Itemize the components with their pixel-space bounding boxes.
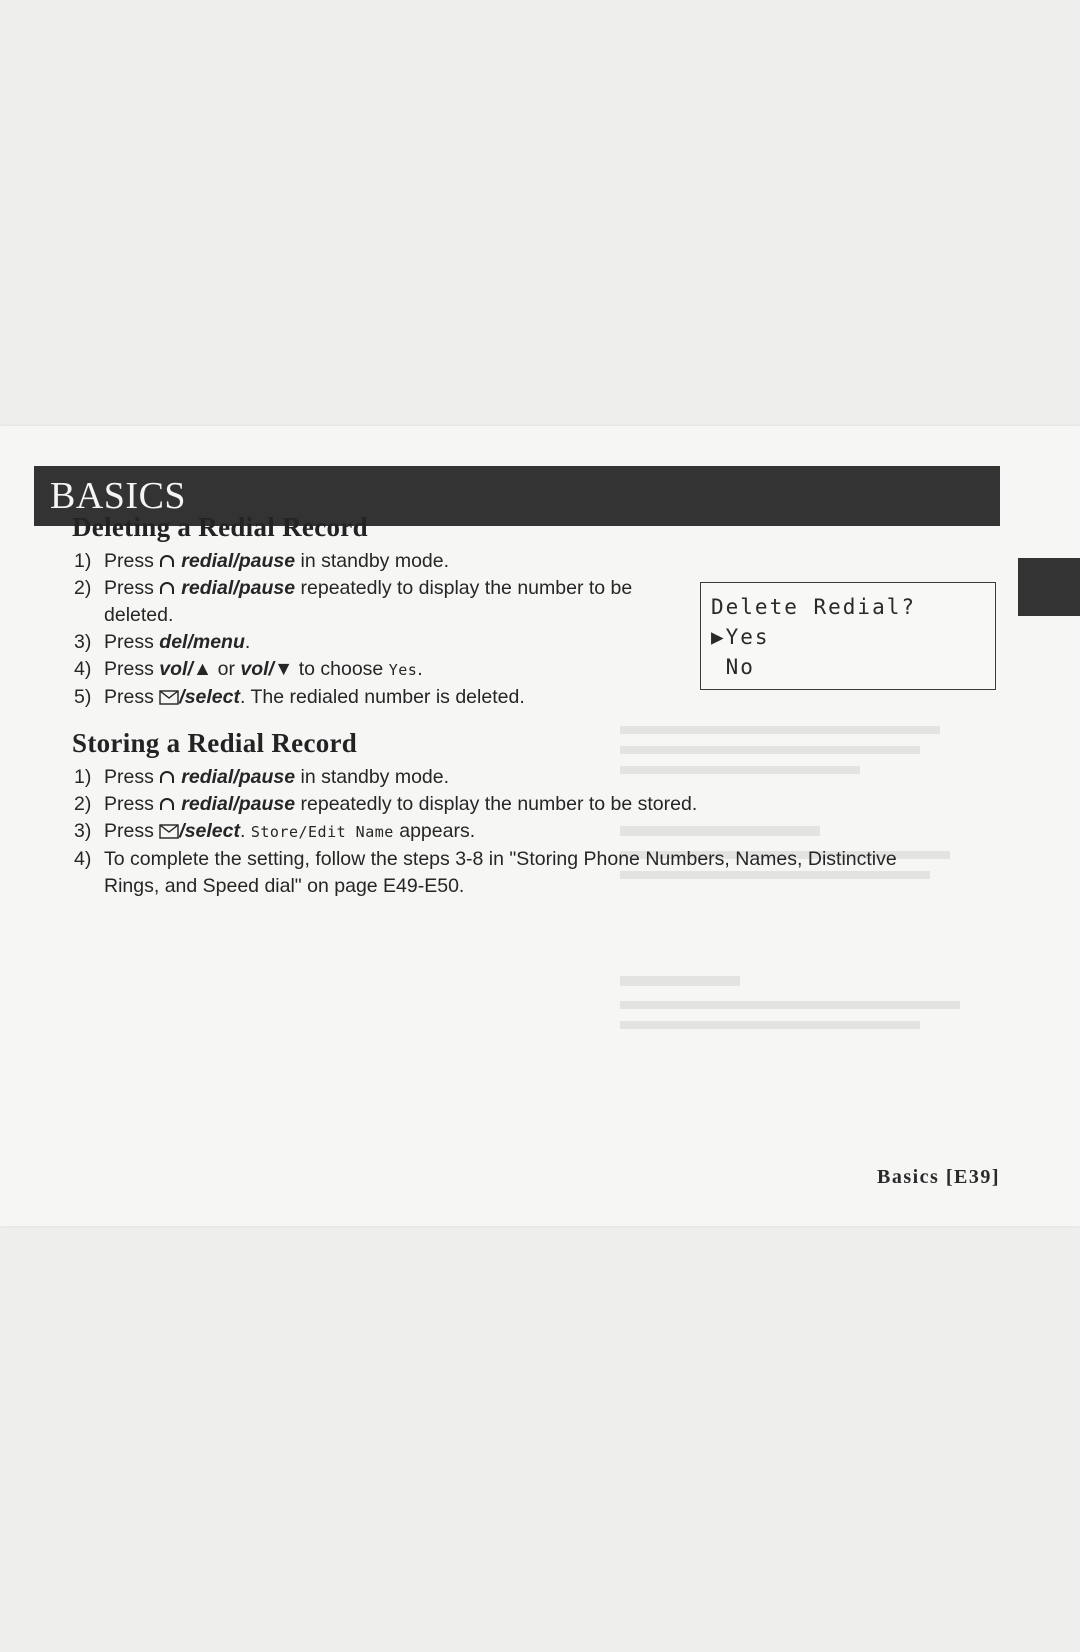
lcd-line-2: ▶Yes [711, 625, 770, 649]
step-text: appears. [399, 820, 476, 842]
page-footer-label: Basics [E39] [877, 1166, 1000, 1188]
envelope-icon [159, 690, 179, 705]
step-number: 1) [74, 550, 92, 572]
list-item [74, 818, 954, 846]
lcd-line-1: Delete Redial? [711, 595, 917, 619]
list-item [74, 548, 694, 575]
lcd-display [700, 582, 996, 690]
lcd-text: Store/Edit Name [250, 823, 394, 841]
step-text: in standby mode. [300, 766, 450, 788]
headset-icon [159, 770, 175, 786]
headset-icon [159, 581, 175, 597]
list-item [74, 791, 954, 818]
key-label: vol/▲ [159, 658, 213, 680]
lcd-text: Yes [388, 661, 418, 679]
list-item [74, 764, 954, 791]
headset-icon [159, 797, 175, 813]
key-label: vol/▼ [240, 658, 294, 680]
manual-page [0, 426, 1080, 1226]
step-text: Press [104, 820, 154, 842]
step-text: Press [104, 550, 154, 572]
steps-list-deleting [74, 548, 694, 711]
step-text: in standby mode. [300, 550, 450, 572]
step-text: Press [104, 686, 154, 708]
list-item [74, 629, 694, 656]
key-label: /select [179, 820, 240, 842]
step-number: 3) [74, 820, 92, 842]
key-label: redial/pause [181, 793, 296, 815]
list-item [74, 575, 694, 629]
step-number: 4) [74, 658, 92, 680]
key-label: redial/pause [181, 766, 296, 788]
key-label: /select [179, 686, 240, 708]
step-number: 3) [74, 631, 92, 653]
list-item [74, 656, 694, 684]
section-header-title: BASICS [50, 475, 187, 517]
step-text: Press [104, 766, 154, 788]
step-text: Press [104, 631, 154, 653]
step-text: repeatedly to display the number to be deleted. [104, 577, 633, 626]
step-text: . [244, 631, 251, 653]
step-text: . [240, 820, 246, 842]
list-item [74, 846, 954, 900]
step-text: Press [104, 658, 154, 680]
key-label: redial/pause [181, 577, 296, 599]
step-number: 2) [74, 793, 92, 815]
step-text: Press [104, 577, 154, 599]
step-number: 4) [74, 848, 92, 870]
step-text: repeatedly to display the number to be stored. [300, 793, 698, 815]
section-title-storing: Storing a Redial Record [72, 728, 358, 758]
section-title-deleting: Deleting a Redial Record [72, 512, 368, 542]
step-text: . The redialed number is deleted. [240, 686, 525, 708]
lcd-line-3: No [711, 655, 755, 679]
step-text: or [217, 658, 235, 680]
step-text: Press [104, 793, 154, 815]
headset-icon [159, 554, 175, 570]
step-number: 1) [74, 766, 92, 788]
step-number: 2) [74, 577, 92, 599]
step-text: to choose [298, 658, 384, 680]
step-text: To complete the setting, follow the steps 3-8 in "Storing Phone Numbers, Names, Distinctive Rings, and Speed dial" on page E49-E50. [104, 848, 897, 897]
key-label: del/menu [159, 631, 245, 653]
step-number: 5) [74, 686, 92, 708]
list-item [74, 684, 694, 711]
step-text: . [417, 658, 423, 680]
chapter-tab [1018, 558, 1080, 616]
envelope-icon [159, 824, 179, 839]
steps-list-storing [74, 764, 954, 900]
key-label: redial/pause [181, 550, 296, 572]
